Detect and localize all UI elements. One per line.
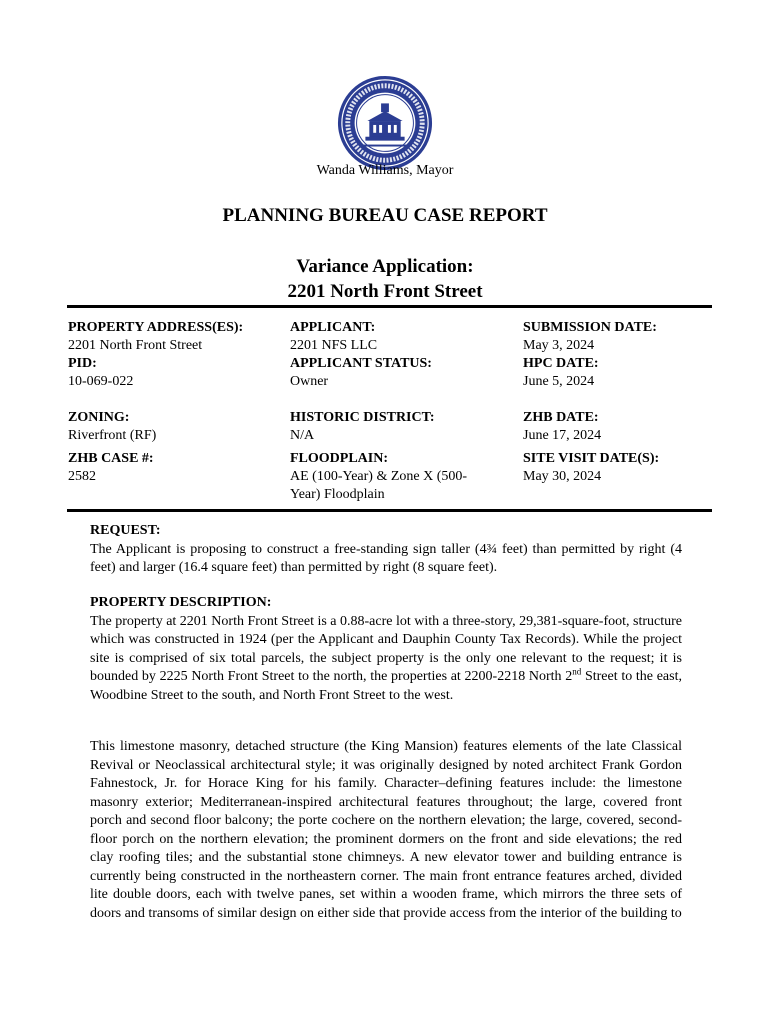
zoning-label: ZONING:: [68, 410, 130, 425]
floodplain-value-line-1: AE (100-Year) & Zone X (500-: [290, 469, 468, 484]
zoning: [68, 409, 156, 445]
site-visit-label: SITE VISIT DATE(S):: [523, 451, 660, 466]
zhb-case-value: 2582: [68, 469, 96, 484]
report-subtitle: [0, 254, 770, 304]
p1-text-end: Street to the east, Woodbine Street to the south, and North Front Street to the west.: [90, 669, 682, 703]
property-description-section: [90, 594, 682, 705]
property-address: [68, 319, 243, 391]
pid-value: 10-069-022: [68, 374, 134, 389]
historic-district-label: HISTORIC DISTRICT:: [290, 410, 435, 425]
city-seal-logo: [336, 74, 434, 172]
zhb-date-value: June 17, 2024: [523, 428, 602, 443]
request-section: [90, 522, 682, 578]
historic-district-value: N/A: [290, 428, 315, 443]
floodplain-value-line-2: Year) Floodplain: [290, 487, 385, 502]
hpc-date-label: HPC DATE:: [523, 356, 599, 371]
applicant-status-value: Owner: [290, 374, 329, 389]
historic-district: [290, 409, 435, 445]
top-divider: [67, 305, 712, 308]
submission-date-label: SUBMISSION DATE:: [523, 320, 657, 335]
hpc-date-value: June 5, 2024: [523, 374, 595, 389]
report-title: PLANNING BUREAU CASE REPORT: [222, 205, 548, 226]
floodplain: [290, 450, 467, 504]
applicant-value: 2201 NFS LLC: [290, 338, 378, 353]
property-description-p2: This limestone masonry, detached structure (the King Mansion) features elements of the late Classical Revival or Neoclassical architectural style; it was originally designed by noted architect Frank Gordon Fahnestock, Jr. for Horace King for his family. Character–defining features include: the limestone masonry exterior; Mediterranean-inspired architectural features throughout; the large, covered front porch and second floor balcony; the porte cochere on the northern elevation; the large, covered, second-floor porch on the northern elevation; the prominent dormers on the front and side elevations; the red clay roofing tiles; and the substantial stone chimneys. A new elevator tower and building entrance is currently being constructed in the northeastern corner. The main front entrance features arched, divided lite double doors, each with twelve panes, set within a wooden frame, which mirrors the three sets of doors and transoms of similar design on either side that provide access from the interior of the building to: [90, 739, 682, 921]
mayor-name: Wanda Williams, Mayor: [316, 163, 454, 178]
pid-label: PID:: [68, 356, 97, 371]
applicant-label: APPLICANT:: [290, 320, 376, 335]
submission-date-value: May 3, 2024: [523, 338, 595, 353]
property-address-label: PROPERTY ADDRESS(ES):: [68, 320, 244, 335]
subtitle-line-1: Variance Application:: [296, 256, 474, 277]
submission-date: [523, 319, 657, 391]
applicant: [290, 319, 432, 391]
zhb-date-label: ZHB DATE:: [523, 410, 599, 425]
property-description-heading: PROPERTY DESCRIPTION:: [90, 595, 272, 610]
zoning-value: Riverfront (RF): [68, 428, 157, 443]
property-description-p1: [90, 614, 682, 703]
property-address-value: 2201 North Front Street: [68, 338, 203, 353]
site-visit-value: May 30, 2024: [523, 469, 602, 484]
request-heading: REQUEST:: [90, 523, 161, 538]
zhb-case: [68, 450, 154, 486]
subtitle-line-2: 2201 North Front Street: [287, 281, 483, 302]
zhb-date: [523, 409, 601, 445]
bottom-divider: [67, 509, 712, 512]
applicant-status-label: APPLICANT STATUS:: [290, 356, 432, 371]
request-body: The Applicant is proposing to construct a free-standing sign taller (4¾ feet) than permitted by right (4 feet) and larger (16.4 square feet) than permitted by right (8 square feet).: [90, 541, 682, 575]
site-visit-date: [523, 450, 659, 486]
p1-text-start: The property at 2201 North Front Street is a 0.88-acre lot with a three-story, 29,381-square-foot, structure which was constructed in 1924 (per the Applicant and Dauphin County Tax Records). While the project site is comprised of six total parcels, the subject property is the only one relevant to the request; it is bounded by 2225 North Front Street to the north, the properties at 2200-2218 North 2: [90, 613, 682, 684]
floodplain-label: FLOODPLAIN:: [290, 451, 388, 466]
zhb-case-label: ZHB CASE #:: [68, 451, 154, 466]
p1-ordinal-suffix: nd: [572, 666, 582, 677]
